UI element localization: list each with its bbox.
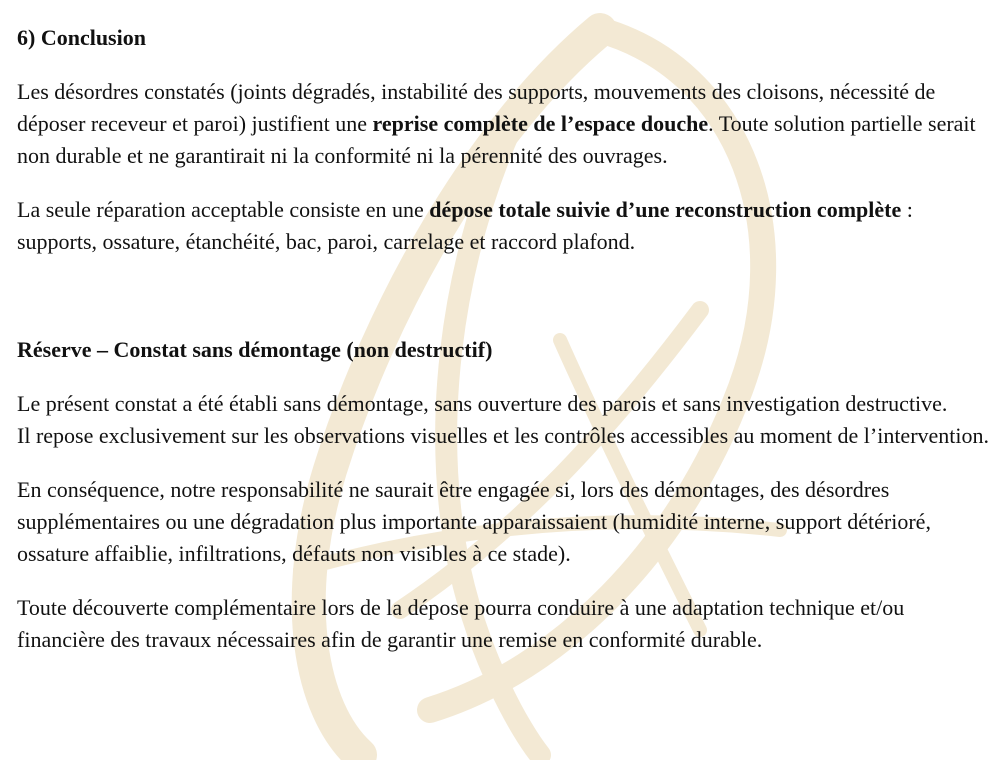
conclusion-p1-bold: reprise complète de l’espace douche (372, 111, 709, 136)
reserve-paragraph-2: En conséquence, notre responsabilité ne saurait être engagée si, lors des démontages, des désordres supplémentaires ou une dégradation plus importante apparaissaient (humidité interne, support détérioré, ossature affaiblie, infiltrations, défauts non visibles à ce stade). (17, 477, 931, 566)
conclusion-p2-text-before: La seule réparation acceptable consiste en une (17, 197, 430, 222)
conclusion-p2-text-after: : supports, ossature, étanchéité, bac, paroi, carrelage et raccord plafond. (17, 197, 913, 254)
conclusion-heading: 6) Conclusion (17, 25, 146, 50)
reserve-heading: Réserve – Constat sans démontage (non destructif) (17, 337, 493, 362)
reserve-paragraph-1-line-1: Le présent constat a été établi sans démontage, sans ouverture des parois et sans investigation destructive. (17, 391, 948, 416)
conclusion-paragraph-2 (17, 194, 994, 258)
conclusion-p1-text-after: . Toute solution partielle serait non durable et ne garantirait ni la conformité ni la pérennité des ouvrages. (17, 111, 976, 168)
conclusion-p2-bold: dépose totale suivie d’une reconstruction complète (429, 197, 902, 222)
conclusion-paragraph-1 (17, 76, 994, 172)
reserve-paragraph-1-line-2: Il repose exclusivement sur les observations visuelles et les contrôles accessibles au moment de l’intervention. (17, 423, 990, 448)
reserve-paragraph-3: Toute découverte complémentaire lors de la dépose pourra conduire à une adaptation technique et/ou financière des travaux nécessaires afin de garantir une remise en conformité durable. (17, 595, 905, 652)
conclusion-p1-text-before: Les désordres constatés (joints dégradés, instabilité des supports, mouvements des cloisons, nécessité de déposer receveur et paroi) justifient une (17, 79, 936, 136)
